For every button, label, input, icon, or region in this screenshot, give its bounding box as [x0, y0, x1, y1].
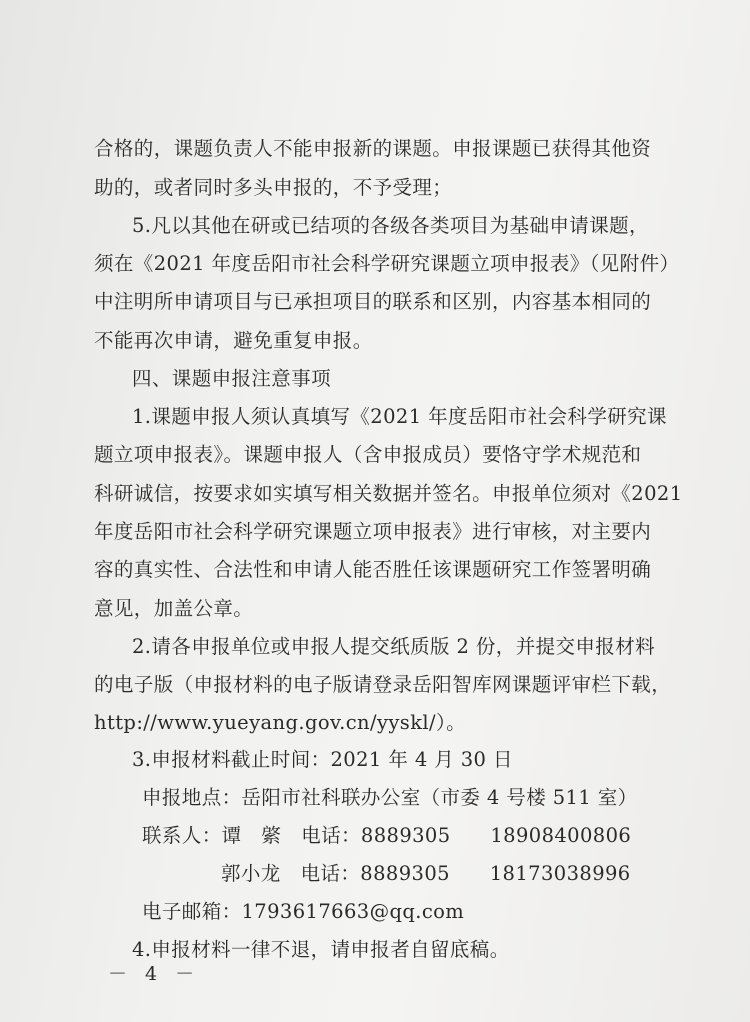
contact-line: 郭小龙 电话：8889305 18173038996 — [221, 862, 631, 885]
section-heading: 四、课题申报注意事项 — [132, 367, 332, 390]
deadline-line: 3.申报材料截止时间：2021 年 4 月 30 日 — [132, 748, 513, 771]
paragraph-line: 的电子版（申报材料的电子版请登录岳阳智库网课题评审栏下载， — [94, 673, 672, 696]
paragraph-line: 科研诚信，按要求如实填写相关数据并签名。申报单位须对《2021 — [94, 482, 683, 505]
paragraph-line: 4.申报材料一律不退，请申报者自留底稿。 — [132, 938, 510, 961]
paragraph-line: 年度岳阳市社会科学研究课题立项申报表》进行审核，对主要内 — [94, 520, 652, 543]
paragraph-line: 助的，或者同时多头申报的，不予受理； — [94, 176, 453, 199]
paragraph-line: 2.请各申报单位或申报人提交纸质版 2 份，并提交申报材料 — [132, 635, 656, 658]
paragraph-line: 容的真实性、合法性和申请人能否胜任该课题研究工作签署明确 — [94, 558, 652, 581]
contact-line: 联系人：谭 綮 电话：8889305 18908400806 — [142, 824, 632, 847]
paragraph-line: 须在《2021 年度岳阳市社会科学研究课题立项申报表》（见附件） — [94, 252, 680, 275]
email-line: 电子邮箱：1793617663@qq.com — [142, 900, 465, 923]
paragraph-line: 不能再次申请，避免重复申报。 — [94, 329, 373, 352]
paragraph-line: 题立项申报表》。课题申报人（含申报成员）要恪守学术规范和 — [94, 443, 642, 466]
paragraph-line: 合格的，课题负责人不能申报新的课题。申报课题已获得其他资 — [94, 137, 652, 160]
paragraph-line: 中注明所申请项目与已承担项目的联系和区别，内容基本相同的 — [94, 290, 652, 313]
location-line: 申报地点：岳阳市社科联办公室（市委 4 号楼 511 室） — [142, 786, 638, 809]
paragraph-line: 1.课题申报人须认真填写《2021 年度岳阳市社会科学研究课 — [132, 405, 667, 428]
url-text: http://www.yueyang.gov.cn/yyskl/）。 — [94, 711, 467, 734]
page-number: － 4 － — [108, 963, 201, 985]
paragraph-line: 意见，加盖公章。 — [94, 597, 254, 620]
paragraph-line: 5.凡以其他在研或已结项的各级各类项目为基础申请课题， — [132, 214, 649, 237]
